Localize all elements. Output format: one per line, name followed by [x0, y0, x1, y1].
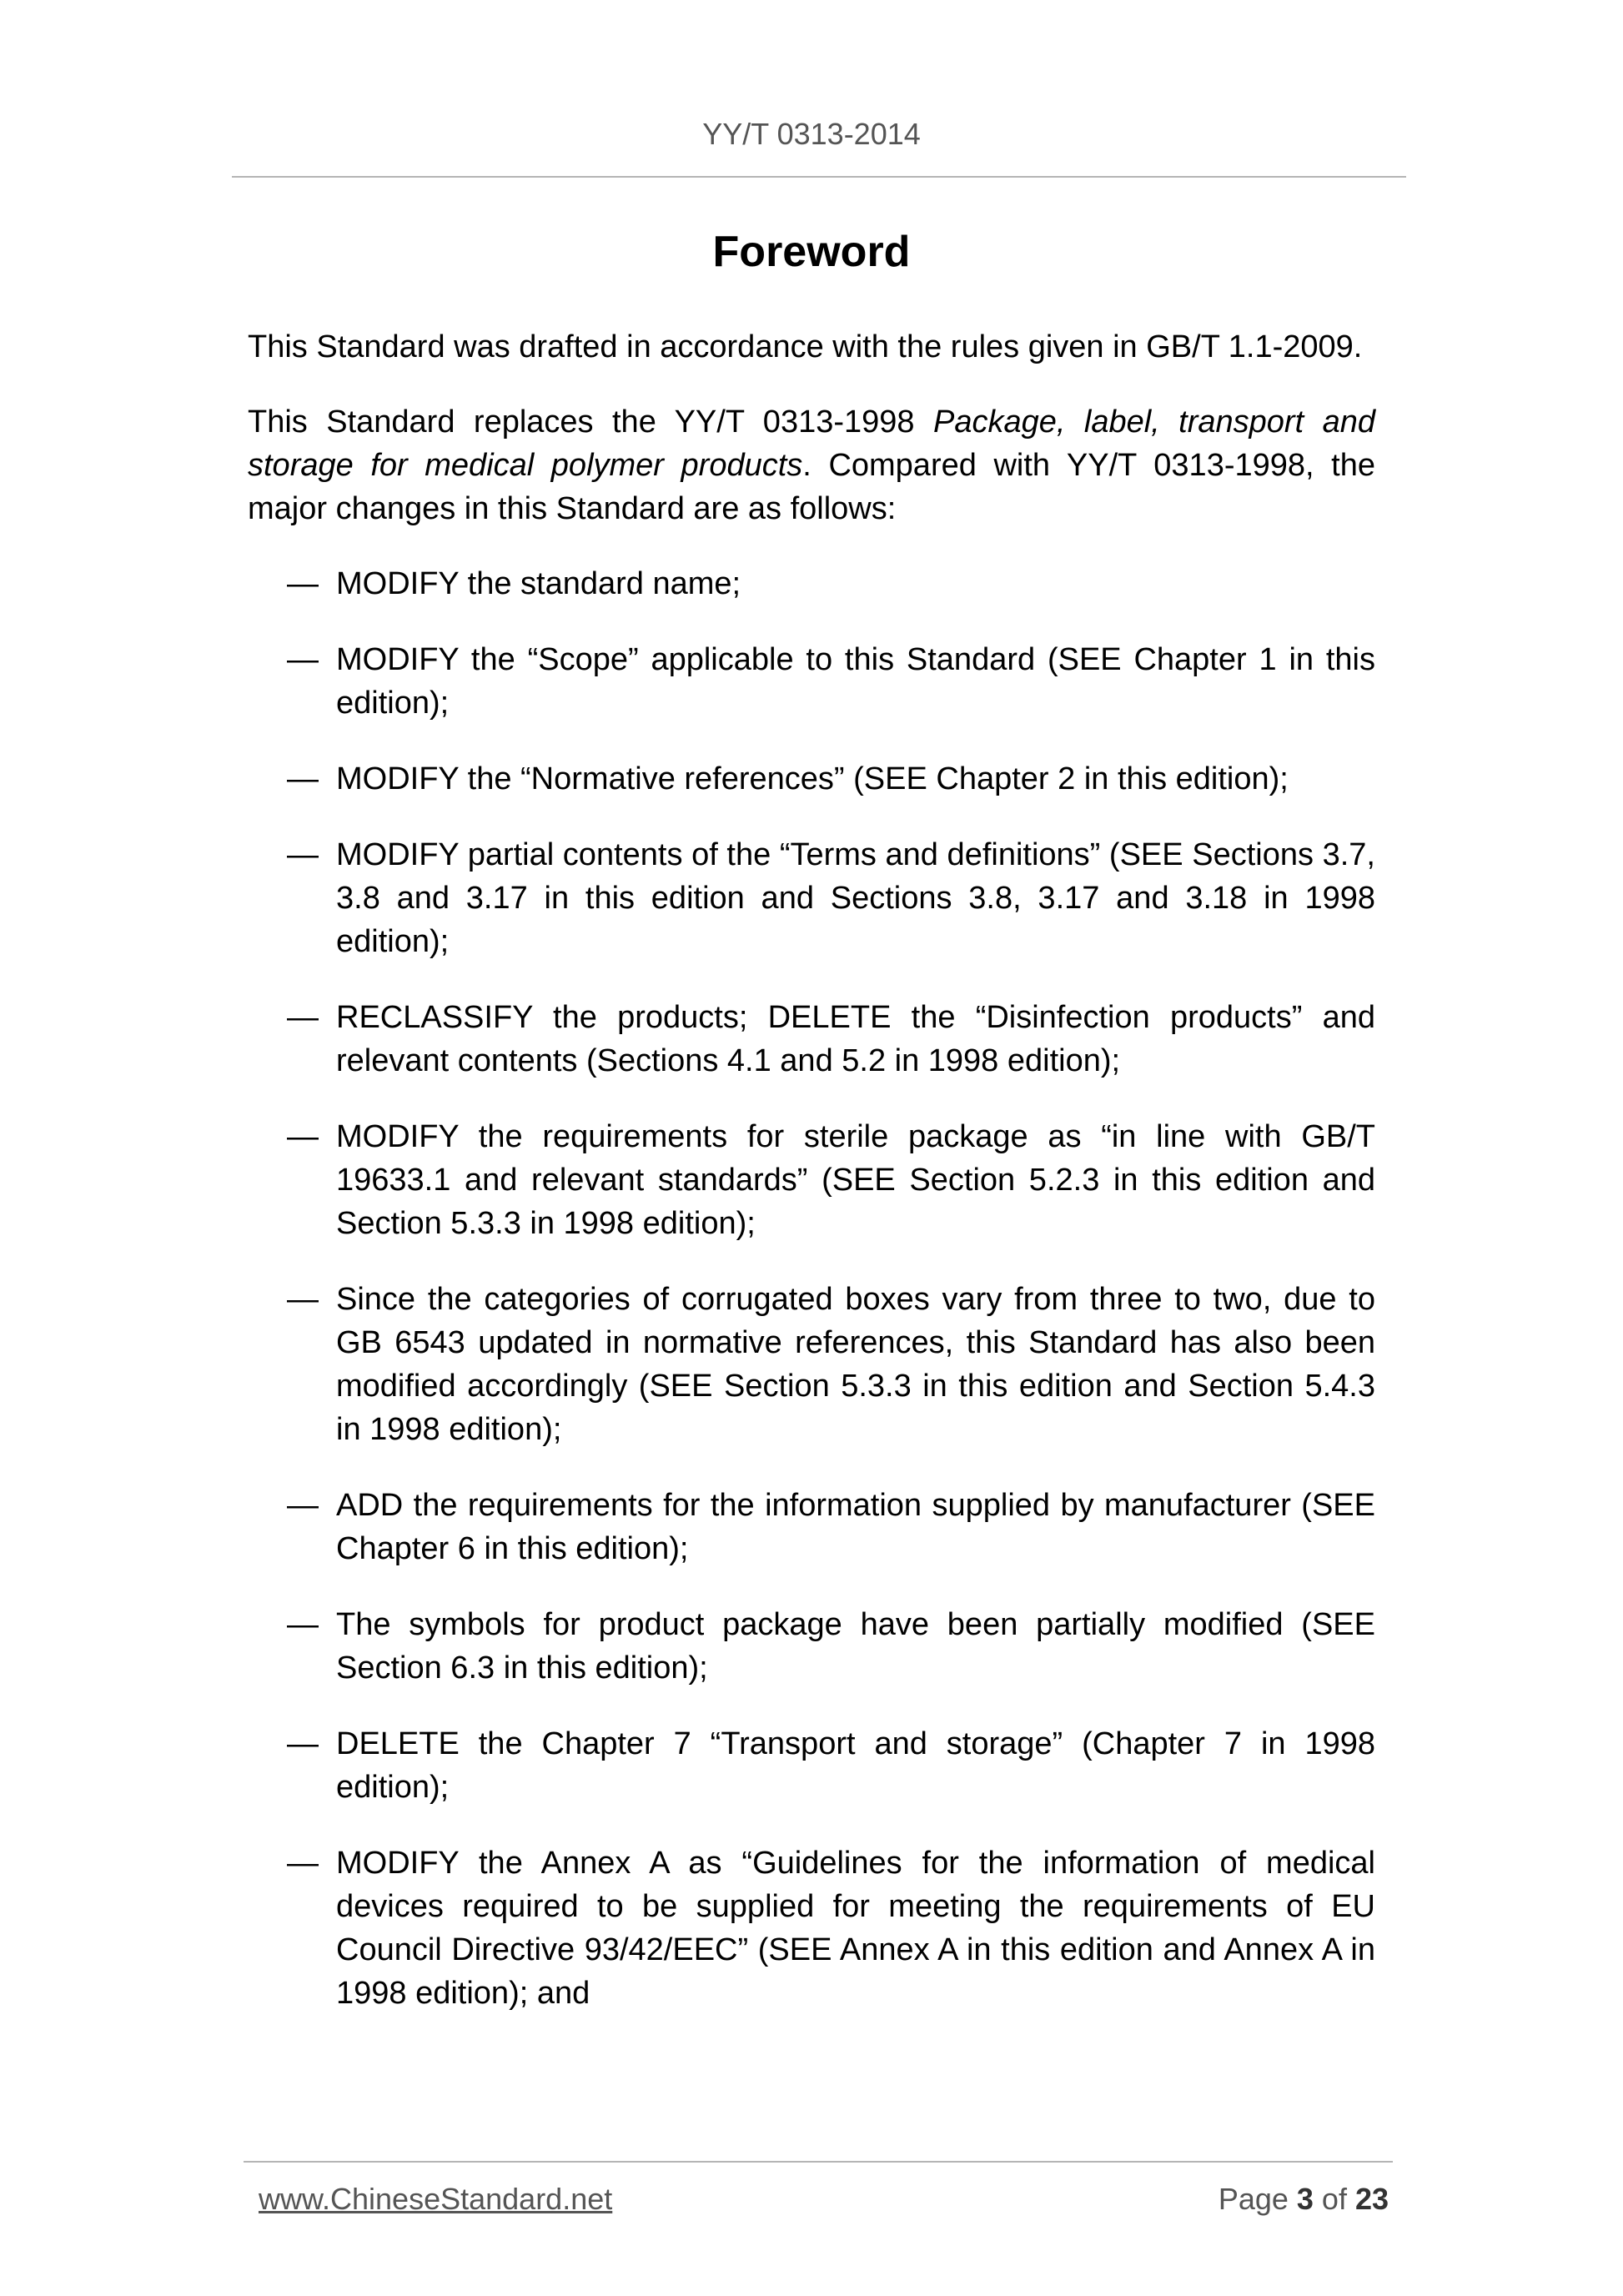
page-of-label: of — [1313, 2182, 1355, 2216]
list-item — [248, 1722, 1375, 1809]
dash-bullet: — — [287, 1119, 319, 1154]
changes-list — [248, 562, 1375, 2015]
dash-bullet: — — [287, 1607, 319, 1642]
dash-bullet: — — [287, 1000, 319, 1035]
list-item — [248, 833, 1375, 963]
list-item — [248, 1841, 1375, 2015]
document-body — [248, 325, 1375, 2047]
list-item-text: MODIFY the “Scope” applicable to this Standard (SEE Chapter 1 in this edition); — [336, 642, 1375, 721]
list-item — [248, 996, 1375, 1083]
page-total: 23 — [1354, 2182, 1389, 2216]
dash-bullet: — — [287, 837, 319, 872]
list-item — [248, 1603, 1375, 1690]
list-item — [248, 1278, 1375, 1451]
dash-bullet: — — [287, 1846, 319, 1881]
replaced-standard-title: Package, label, transport and storage for medical polymer products — [248, 404, 1375, 483]
footer-divider — [244, 2161, 1393, 2163]
paragraph-replaces-tail: . Compared with YY/T 0313-1998, the major changes in this Standard are as follows: — [248, 448, 1375, 526]
list-item-text: ADD the requirements for the information supplied by manufacturer (SEE Chapter 6 in this edition); — [336, 1488, 1375, 1566]
dash-bullet: — — [287, 1282, 319, 1317]
list-item-text: DELETE the Chapter 7 “Transport and storage” (Chapter 7 in 1998 edition); — [336, 1726, 1375, 1805]
paragraph-replaces-lead: This Standard replaces the YY/T 0313-1998 — [248, 404, 933, 440]
list-item — [248, 562, 1375, 605]
list-item-text: MODIFY the standard name; — [336, 566, 741, 601]
list-item-text: MODIFY the requirements for sterile package as “in line with GB/T 19633.1 and relevant standards” (SEE Section 5.2.3 in this edition and Section 5.3.3 in 1998 edition); — [336, 1119, 1375, 1241]
dash-bullet: — — [287, 566, 319, 601]
page-title: Foreword — [712, 228, 911, 276]
paragraph-replaces — [248, 400, 1375, 530]
list-item — [248, 1484, 1375, 1570]
page-current: 3 — [1296, 2182, 1314, 2216]
list-item — [248, 757, 1375, 801]
list-item — [248, 1115, 1375, 1245]
dash-bullet: — — [287, 1726, 319, 1761]
list-item-text: MODIFY the “Normative references” (SEE Chapter 2 in this edition); — [336, 761, 1289, 796]
list-item-text: RECLASSIFY the products; DELETE the “Disinfection products” and relevant contents (Sections 4.1 and 5.2 in 1998 edition); — [336, 1000, 1375, 1078]
list-item — [248, 638, 1375, 725]
site-link[interactable]: www.ChineseStandard.net — [259, 2182, 613, 2216]
list-item-text: MODIFY the Annex A as “Guidelines for the information of medical devices required to be supplied for meeting the requirements of EU Council Directive 93/42/EEC” (SEE Annex A in this edition and Annex A in 1998 edition); and — [336, 1846, 1375, 2011]
list-item-text: The symbols for product package have been partially modified (SEE Section 6.3 in this edition); — [336, 1607, 1375, 1686]
list-item-text: Since the categories of corrugated boxes vary from three to two, due to GB 6543 updated in normative references, this Standard has also been modified accordingly (SEE Section 5.3.3 in this edition and Section 5.4.3 in 1998 edition); — [336, 1282, 1375, 1447]
list-item-text: MODIFY partial contents of the “Terms and definitions” (SEE Sections 3.7, 3.8 and 3.17 in this edition and Sections 3.8, 3.17 and 3.18 in 1998 edition); — [336, 837, 1375, 959]
page-label: Page — [1218, 2182, 1297, 2216]
page-number — [1219, 2182, 1389, 2217]
dash-bullet: — — [287, 761, 319, 796]
dash-bullet: — — [287, 642, 319, 677]
paragraph-drafting-rules: This Standard was drafted in accordance with the rules given in GB/T 1.1-2009. — [248, 329, 1363, 364]
header-divider — [232, 176, 1406, 178]
dash-bullet: — — [287, 1488, 319, 1523]
running-header: YY/T 0313-2014 — [702, 117, 921, 151]
